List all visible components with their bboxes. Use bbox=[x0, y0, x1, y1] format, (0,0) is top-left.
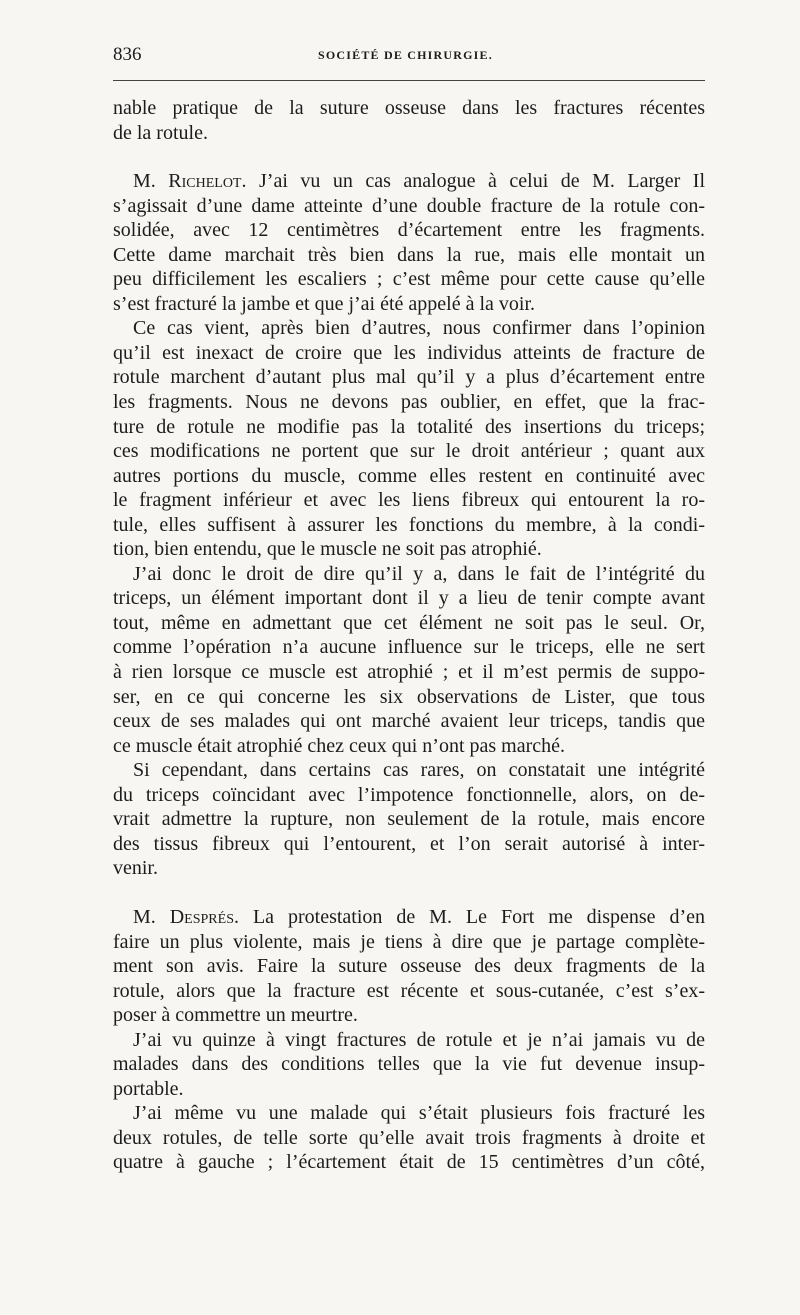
text-line: tule, elles suffisent à assurer les fonctions du membre, à la condi- bbox=[113, 513, 705, 536]
text-line: J’ai donc le droit de dire qu’il y a, dans le fait de l’intégrité du bbox=[133, 562, 705, 585]
text-line: du triceps coïncidant avec l’impotence fonctionnelle, alors, on de- bbox=[113, 783, 705, 806]
text-line: Cette dame marchait très bien dans la rue, mais elle montait un bbox=[113, 243, 705, 266]
text-line: ment son avis. Faire la suture osseuse des deux fragments de la bbox=[113, 955, 705, 978]
text-line: poser à commettre un meurtre. bbox=[113, 1004, 358, 1027]
text-line: qu’il est inexact de croire que les individus atteints de fracture de bbox=[113, 341, 705, 364]
text-line: solidée, avec 12 centimètres d’écartement entre les fragments. bbox=[113, 219, 705, 242]
text-line: tout, même en admettant que cet élément ne soit pas le seul. Or, bbox=[113, 611, 705, 634]
text-line: des tissus fibreux qui l’entourent, et l’on serait autorisé à inter- bbox=[113, 832, 705, 855]
text-line: s’est fracturé la jambe et que j’ai été appelé à la voir. bbox=[113, 292, 536, 315]
body-text bbox=[113, 96, 705, 1175]
text-line: nable pratique de la suture osseuse dans les fractures récentes bbox=[113, 97, 705, 119]
text-line: ture de rotule ne modifie pas la totalité des insertions du triceps; bbox=[113, 415, 705, 438]
text-line: J’ai même vu une malade qui s’était plusieurs fois fracturé les bbox=[133, 1102, 705, 1125]
paragraph-gap bbox=[113, 881, 705, 905]
text-line: à rien lorsque ce muscle est atrophié ; et il m’est permis de suppo- bbox=[113, 661, 705, 684]
text-line: comme l’opération n’a aucune influence sur le triceps, elle ne sert bbox=[113, 636, 705, 659]
text-line-fragment: La protestation de M. Le Fort me dispense d’en bbox=[252, 905, 705, 928]
speaker-name: M. Richelot. bbox=[133, 170, 247, 193]
text-line: quatre à gauche ; l’écartement était de 15 centimètres d’un côté, bbox=[113, 1151, 705, 1174]
text-line: les fragments. Nous ne devons pas oublier, en effet, que la frac- bbox=[113, 391, 705, 414]
header-rule bbox=[113, 80, 705, 81]
text-line: J’ai vu quinze à vingt fractures de rotule et je n’ai jamais vu de bbox=[133, 1028, 705, 1051]
speaker-line bbox=[113, 169, 705, 194]
speaker-name: M. Després. bbox=[133, 905, 239, 928]
text-line: s’agissait d’une dame atteinte d’une double fracture de la rotule con- bbox=[113, 194, 705, 217]
speaker-line bbox=[113, 905, 705, 930]
text-line: deux rotules, de telle sorte qu’elle avait trois fragments à droite et bbox=[113, 1126, 705, 1149]
page-header bbox=[113, 44, 705, 70]
text-line: ceux de ses malades qui ont marché avaient leur triceps, tandis que bbox=[113, 710, 705, 733]
text-line: rotule marchent d’autant plus mal qu’il y a plus d’écartement entre bbox=[113, 366, 705, 389]
running-title: SOCIÉTÉ DE CHIRURGIE. bbox=[318, 48, 493, 62]
text-line: triceps, un élément important dont il y a lieu de tenir compte avant bbox=[113, 587, 705, 610]
text-line: peu difficilement les escaliers ; c’est même pour cette cause qu’elle bbox=[113, 268, 705, 291]
text-line: faire un plus violente, mais je tiens à dire que je partage complète- bbox=[113, 930, 705, 953]
text-line: autres portions du muscle, comme elles restent en continuité avec bbox=[113, 464, 705, 487]
text-line-fragment: J’ai vu un cas analogue à celui de M. Larger Il bbox=[259, 170, 706, 193]
text-line: vrait admettre la rupture, non seulement de la rotule, mais encore bbox=[113, 808, 705, 831]
text-line: Ce cas vient, après bien d’autres, nous confirmer dans l’opinion bbox=[133, 317, 705, 340]
text-line: de la rotule. bbox=[113, 121, 208, 144]
text-line: portable. bbox=[113, 1077, 184, 1100]
text-line: tion, bien entendu, que le muscle ne soit pas atrophié. bbox=[113, 538, 542, 561]
text-line: le fragment inférieur et avec les liens fibreux qui entourent la ro- bbox=[113, 489, 705, 512]
paragraph-gap bbox=[113, 145, 705, 169]
text-line: ser, en ce qui concerne les six observations de Lister, que tous bbox=[113, 685, 705, 708]
text-line: malades dans des conditions telles que la vie fut devenue insup- bbox=[113, 1053, 705, 1076]
text-line: ces modifications ne portent que sur le droit antérieur ; quant aux bbox=[113, 440, 705, 463]
text-line: Si cependant, dans certains cas rares, on constatait une intégrité bbox=[133, 759, 705, 782]
page-number: 836 bbox=[113, 44, 142, 65]
text-line: ce muscle était atrophié chez ceux qui n’ont pas marché. bbox=[113, 734, 566, 757]
text-line: rotule, alors que la fracture est récente et sous-cutanée, c’est s’ex- bbox=[113, 979, 705, 1002]
text-line: venir. bbox=[113, 857, 158, 880]
